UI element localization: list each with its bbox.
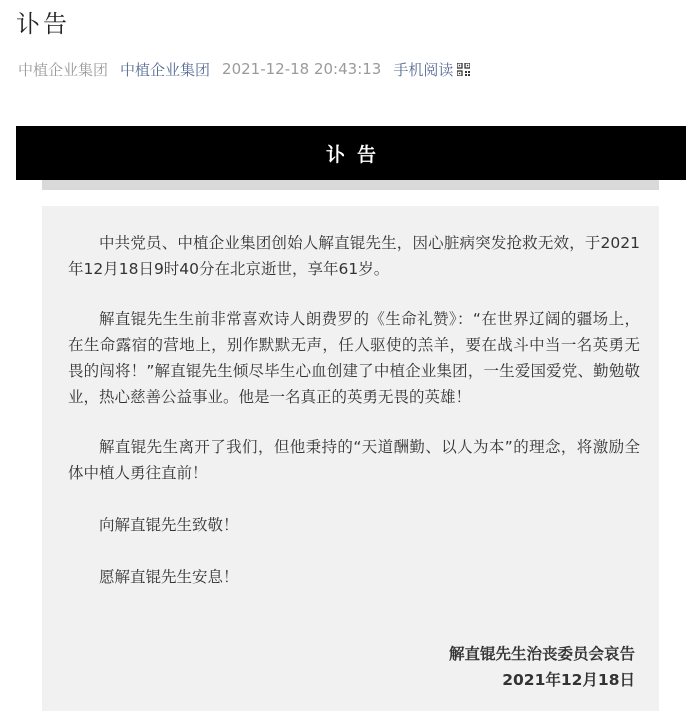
paragraph-rest: 愿解直锟先生安息！ bbox=[99, 568, 239, 586]
paragraph-legacy: 解直锟先生离开了我们，但他秉持的“天道酬勤、以人为本”的理念，将激励全体中植人勇往直前！ bbox=[68, 438, 640, 482]
signature: 解直锟先生治丧委员会哀告 bbox=[448, 645, 635, 663]
mobile-read-label: 手机阅读 bbox=[393, 60, 454, 79]
article-title: 讣告 bbox=[16, 10, 70, 38]
paragraph-salute: 向解直锟先生致敬！ bbox=[99, 516, 239, 534]
obituary-banner bbox=[16, 126, 686, 180]
paragraph-announcement: 中共党员、中植企业集团创始人解直锟先生，因心脏病突发抢救无效，于2021年12月18日9时40分在北京逝世，享年61岁。 bbox=[68, 234, 640, 278]
obituary-content bbox=[42, 206, 659, 711]
paragraph-biography: 解直锟先生生前非常喜欢诗人朗费罗的《生命礼赞》：“在世界辽阔的疆场上，在生命露宿的营地上，别作默默无声，任人驱使的羔羊，要在战斗中当一名英勇无畏的闯将！”解直锟先生倾尽毕生心血创建了中植企业集团，一生爱国爱党、勤勉敬业，热心慈善公益事业。他是一名真正的英勇无畏的英雄！ bbox=[68, 310, 640, 406]
account-link[interactable]: 中植企业集团 bbox=[120, 60, 211, 79]
signature-date: 2021年12月18日 bbox=[502, 671, 635, 689]
author-name: 中植企业集团 bbox=[18, 60, 109, 79]
article-meta bbox=[18, 56, 470, 82]
qr-code-icon[interactable] bbox=[457, 63, 470, 76]
banner-title: 讣告 bbox=[325, 143, 388, 166]
publish-date: 2021-12-18 20:43:13 bbox=[222, 60, 382, 78]
mobile-read-link[interactable] bbox=[393, 59, 470, 80]
